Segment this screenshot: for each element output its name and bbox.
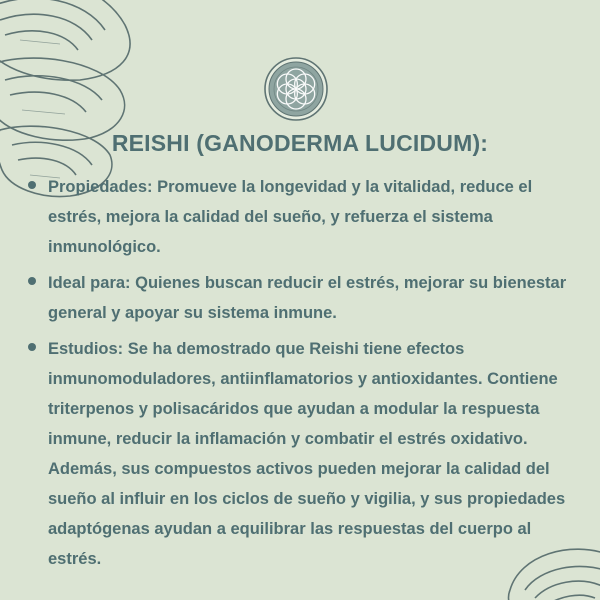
list-item-lead: Estudios:: [48, 340, 124, 358]
list-item-body: Promueve la longevidad y la vitalidad, reduce el estrés, mejora la calidad del sueño, y refuerza el sistema inmunológico.: [48, 178, 533, 256]
bullet-dot-icon: [28, 277, 36, 285]
page-title: REISHI (GANODERMA LUCIDUM):: [111, 130, 489, 156]
list-item-text: [48, 334, 588, 574]
list-item: [28, 268, 588, 328]
flower-of-life-icon: [263, 56, 329, 122]
bullet-list: [28, 172, 588, 580]
bullet-dot-icon: [28, 181, 36, 189]
list-item: [28, 334, 588, 574]
reishi-mushroom-illustration-top-left: [0, 0, 160, 200]
list-item-lead: Ideal para:: [48, 274, 131, 292]
list-item-text: [48, 172, 588, 262]
list-item: [28, 172, 588, 262]
bullet-dot-icon: [28, 343, 36, 351]
list-item-body: Se ha demostrado que Reishi tiene efectos inmunomoduladores, antiinflamatorios y antioxidantes. Contiene triterpenos y polisacáridos que ayudan a modular la respuesta inmune, reducir la inflamación y combatir el estrés oxidativo. Además, sus compuestos activos pueden mejorar la calidad del sueño al influir en los ciclos de sueño y vigilia, y sus propiedades adaptógenas ayudan a equilibrar las respuestas del cuerpo al estrés.: [48, 340, 566, 568]
list-item-body: Quienes buscan reducir el estrés, mejorar su bienestar general y apoyar su sistema inmune.: [48, 274, 567, 322]
list-item-lead: Propiedades:: [48, 178, 153, 196]
list-item-text: [48, 268, 588, 328]
